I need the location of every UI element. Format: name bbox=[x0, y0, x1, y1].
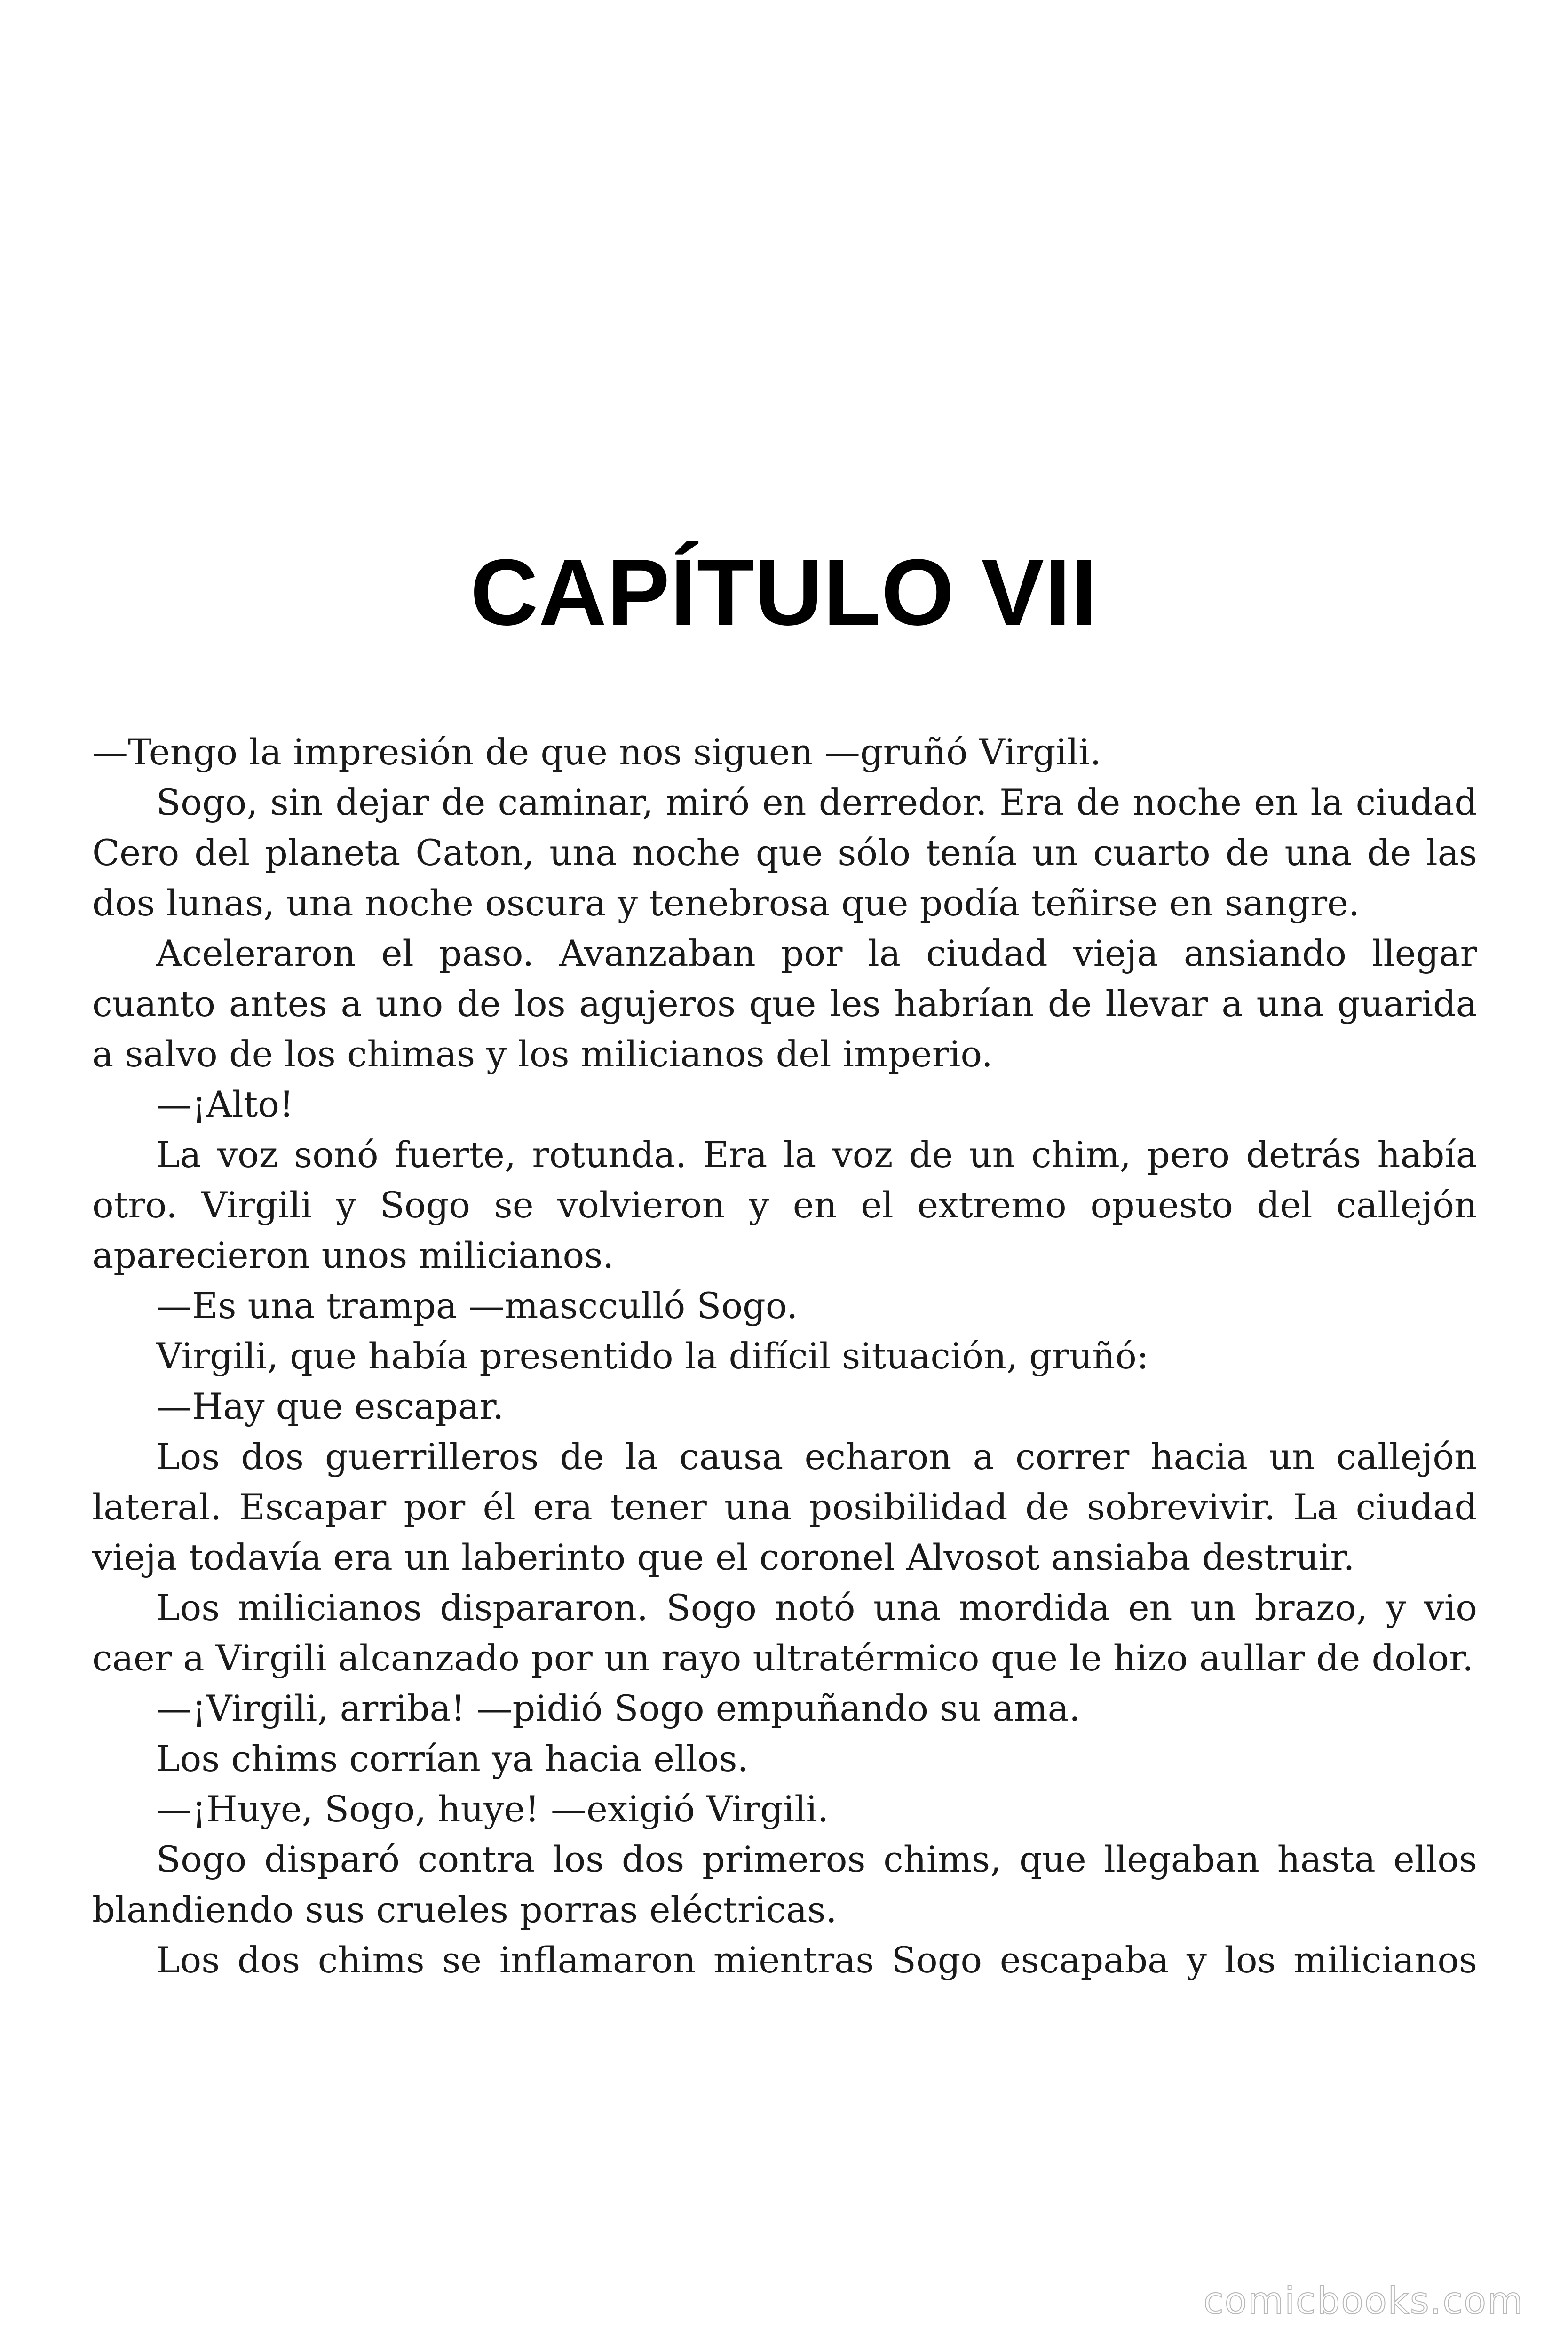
paragraph: —¡Alto! bbox=[156, 1083, 294, 1125]
paragraph: Los dos chims se inflamaron mientras Sogo escapaba y los milicianos bbox=[156, 1939, 1477, 1981]
paragraph: La voz sonó fuerte, rotunda. Era la voz de un chim, pero detrás había otro. Virgili y Sogo se volvieron y en el extremo opuesto del callejón aparecieron unos milicianos. bbox=[92, 1134, 1477, 1276]
paragraph: —¡Virgili, arriba! —pidió Sogo empuñando su ama. bbox=[156, 1687, 1081, 1729]
paragraph: —Es una trampa —mascculló Sogo. bbox=[156, 1285, 798, 1327]
paragraph: Aceleraron el paso. Avanzaban por la ciudad vieja ansiando llegar cuanto antes a uno de los agujeros que les habrían de llevar a una guarida a salvo de los chimas y los milicianos del imperio. bbox=[92, 932, 1477, 1075]
watermark: comicbooks.com bbox=[1203, 2280, 1524, 2322]
body-text bbox=[92, 727, 1477, 1985]
chapter-title: CAPÍTULO VII bbox=[470, 540, 1098, 645]
paragraph: Los dos guerrilleros de la causa echaron a correr hacia un callejón lateral. Escapar por él era tener una posibilidad de sobrevivir. La ciudad vieja todavía era un laberinto que el coronel Alvosot ansiaba destruir. bbox=[92, 1436, 1477, 1578]
paragraph: Virgili, que había presentido la difícil situación, gruñó: bbox=[156, 1335, 1149, 1377]
paragraph: Sogo disparó contra los dos primeros chims, que llegaban hasta ellos blandiendo sus crueles porras eléctricas. bbox=[92, 1838, 1477, 1931]
paragraph: —¡Huye, Sogo, huye! —exigió Virgili. bbox=[156, 1788, 829, 1830]
paragraph: Sogo, sin dejar de caminar, miró en derredor. Era de noche en la ciudad Cero del planeta Caton, una noche que sólo tenía un cuarto de una de las dos lunas, una noche oscura y tenebrosa que podía teñirse en sangre. bbox=[92, 781, 1477, 924]
paragraph: Los chims corrían ya hacia ellos. bbox=[156, 1738, 749, 1780]
paragraph: —Tengo la impresión de que nos siguen —gruñó Virgili. bbox=[92, 731, 1101, 773]
paragraph: —Hay que escapar. bbox=[156, 1385, 504, 1427]
paragraph: Los milicianos dispararon. Sogo notó una mordida en un brazo, y vio caer a Virgili alcanzado por un rayo ultratérmico que le hizo aullar de dolor. bbox=[92, 1587, 1477, 1679]
